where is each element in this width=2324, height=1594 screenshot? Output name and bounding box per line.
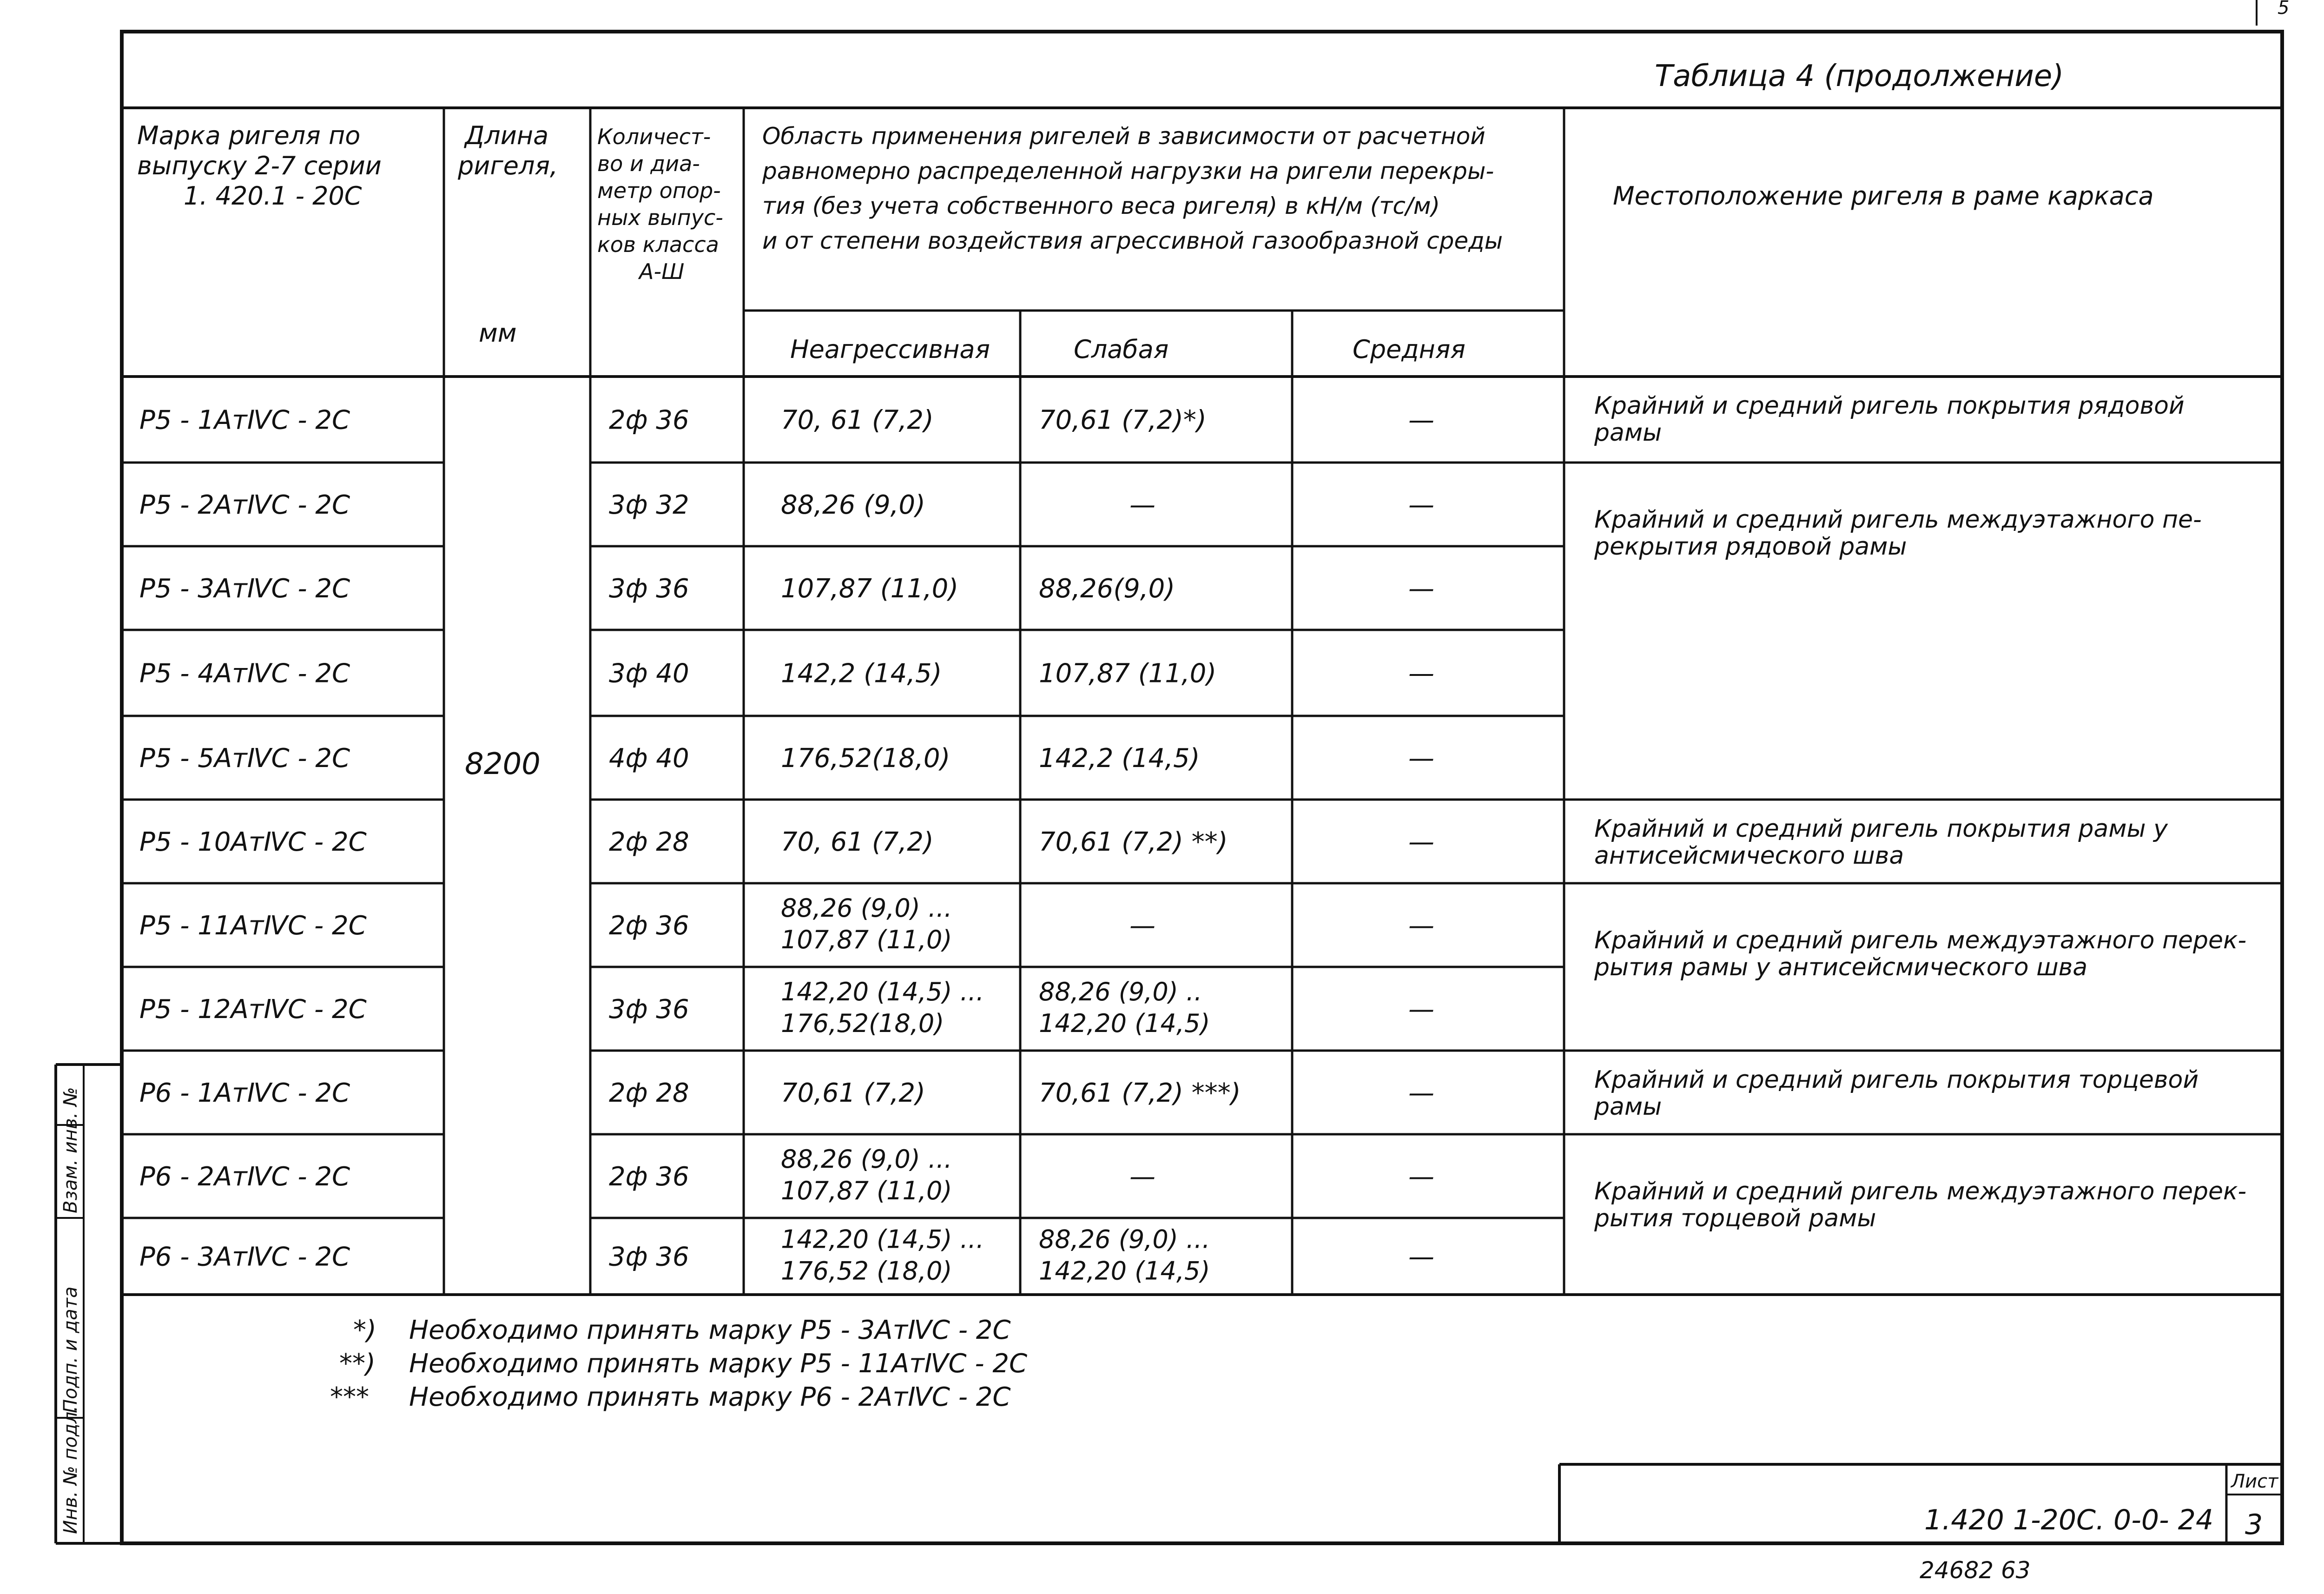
- row-mark: Р5 - 5АтⅣС - 2С: [139, 743, 350, 774]
- row-medium: —: [1408, 405, 1434, 436]
- row-weak: —: [1129, 911, 1155, 941]
- table-body: [139, 405, 1434, 1286]
- row-mark: Р6 - 1АтⅣС - 2С: [139, 1078, 350, 1108]
- header-application: [762, 123, 1503, 254]
- table-row: [139, 827, 1434, 857]
- header-mark-line: Марка ригеля по: [137, 121, 361, 150]
- corner-mark: 5: [2278, 0, 2290, 19]
- title-stamp: [1559, 1464, 2282, 1543]
- row-nonaggressive: 176,52(18,0): [781, 1009, 944, 1038]
- location-line: антисейсмического шва: [1594, 842, 1904, 870]
- location-cell: [1594, 815, 2168, 870]
- table-row: [139, 1144, 1434, 1205]
- header-location: Местоположение ригеля в раме каркаса: [1613, 181, 2154, 211]
- row-weak: 70,61 (7,2) ***): [1039, 1078, 1241, 1108]
- table-row: [139, 574, 1434, 604]
- row-nonaggressive: 107,87 (11,0): [781, 574, 959, 604]
- header-application-line: Область применения ригелей в зависимости от расчетной: [762, 123, 1486, 150]
- header-count-line: ных выпус-: [597, 205, 723, 230]
- location-cell: [1594, 392, 2185, 447]
- side-label-inv: Инв. № подл.: [60, 1406, 81, 1534]
- location-line: Крайний и средний ригель покрытия рамы у: [1594, 815, 2168, 843]
- row-mark: Р5 - 4АтⅣС - 2С: [139, 658, 350, 689]
- row-mark: Р5 - 10АтⅣС - 2С: [139, 827, 367, 857]
- location-line: рытия рамы у антисейсмического шва: [1594, 953, 2088, 981]
- row-medium: —: [1408, 743, 1434, 774]
- row-weak: 88,26 (9,0) ..: [1039, 977, 1202, 1006]
- row-medium: —: [1408, 490, 1434, 520]
- row-count: 2ф 36: [609, 1162, 689, 1192]
- location-cell: [1594, 926, 2246, 981]
- row-nonaggressive: 88,26 (9,0) ...: [781, 893, 952, 923]
- location-cells: [1594, 392, 2246, 1232]
- row-nonaggressive: 70,61 (7,2): [781, 1078, 925, 1108]
- table-row: [139, 743, 1434, 774]
- row-medium: —: [1408, 1162, 1434, 1192]
- row-mark: Р5 - 3АтⅣС - 2С: [139, 574, 350, 604]
- footnote-mark: *): [353, 1315, 376, 1345]
- table-row: [139, 659, 1434, 689]
- table-row: [139, 1225, 1434, 1286]
- stamp-doc-code: 1.420 1-20С. 0-0- 24: [1924, 1504, 2214, 1536]
- table-caption: Таблица 4 (продолжение): [1655, 59, 2064, 93]
- table-row: [139, 490, 1434, 520]
- row-mark: Р5 - 12АтⅣС - 2С: [139, 994, 367, 1025]
- header-count-line: ков класса: [597, 232, 719, 257]
- footnotes: [330, 1315, 1027, 1412]
- table-row: [139, 893, 1434, 954]
- row-nonaggressive: 88,26 (9,0): [781, 490, 925, 520]
- row-weak: —: [1129, 490, 1155, 520]
- row-nonaggressive: 70, 61 (7,2): [781, 405, 934, 436]
- row-count: 3ф 40: [609, 658, 689, 689]
- header-length: [457, 121, 558, 348]
- side-strip: [56, 1065, 122, 1543]
- location-line: Крайний и средний ригель междуэтажного пе-: [1594, 506, 2202, 534]
- table-row: [139, 1078, 1434, 1108]
- location-cell: [1594, 506, 2202, 561]
- row-nonaggressive: 176,52 (18,0): [781, 1256, 952, 1286]
- row-medium: —: [1408, 1242, 1434, 1272]
- footnote-mark: ***: [330, 1382, 369, 1412]
- row-medium: —: [1408, 658, 1434, 689]
- side-label-sign: Подп. и дата: [60, 1286, 81, 1413]
- stamp-sheet-label: Лист: [2231, 1471, 2278, 1492]
- row-weak: —: [1129, 1162, 1155, 1192]
- row-mark: Р5 - 1АтⅣС - 2С: [139, 405, 350, 436]
- header-count-line: во и диа-: [597, 151, 700, 176]
- row-weak: 88,26 (9,0) ...: [1039, 1224, 1210, 1254]
- header-mark: [137, 121, 382, 211]
- header-application-line: и от степени воздействия агрессивной газообразной среды: [762, 227, 1503, 254]
- header-count: [597, 124, 723, 284]
- row-mark: Р6 - 2АтⅣС - 2С: [139, 1162, 350, 1192]
- row-count: 2ф 36: [609, 405, 689, 436]
- row-count: 2ф 28: [609, 1078, 689, 1108]
- table-row: [139, 405, 1434, 436]
- header-application-line: тия (без учета собственного веса ригеля) в кН/м (тс/м): [762, 192, 1440, 219]
- row-weak: 70,61 (7,2) **): [1039, 827, 1228, 857]
- row-count: 3ф 36: [609, 994, 689, 1025]
- location-line: Крайний и средний ригель междуэтажного перек-: [1594, 1177, 2247, 1205]
- footnote-text: Необходимо принять марку Р6 - 2АтⅣС - 2С: [409, 1382, 1011, 1412]
- footnote: [330, 1382, 1010, 1412]
- row-weak: 70,61 (7,2)*): [1039, 405, 1207, 436]
- header-length-line: Длина: [465, 121, 549, 150]
- row-medium: —: [1408, 1078, 1434, 1108]
- row-nonaggressive: 142,20 (14,5) ...: [781, 977, 984, 1006]
- header-env-nonaggressive: Неагрессивная: [790, 335, 990, 364]
- footnote-text: Необходимо принять марку Р5 - 11АтⅣС - 2С: [409, 1349, 1028, 1379]
- table-grid: [122, 108, 2282, 1295]
- location-cell: [1594, 1066, 2199, 1121]
- location-line: рамы: [1594, 1093, 1662, 1121]
- row-count: 3ф 32: [609, 490, 689, 520]
- stamp-sheet-number: 3: [2245, 1508, 2263, 1541]
- row-medium: —: [1408, 911, 1434, 941]
- row-count: 2ф 28: [609, 827, 689, 857]
- location-line: рамы: [1594, 419, 1662, 447]
- row-mark: Р6 - 3АтⅣС - 2С: [139, 1242, 350, 1272]
- row-nonaggressive: 176,52(18,0): [781, 743, 951, 774]
- row-weak: 107,87 (11,0): [1039, 658, 1217, 689]
- row-weak: 88,26(9,0): [1039, 574, 1175, 604]
- footnote: [353, 1315, 1010, 1345]
- row-nonaggressive: 107,87 (11,0): [781, 925, 952, 954]
- location-line: рытия торцевой рамы: [1594, 1204, 1876, 1232]
- location-line: Крайний и средний ригель покрытия рядовой: [1594, 392, 2185, 420]
- shared-length: 8200: [465, 747, 541, 781]
- header-count-line: Количест-: [597, 124, 711, 149]
- row-count: 3ф 36: [609, 1242, 689, 1272]
- row-nonaggressive: 88,26 (9,0) ...: [781, 1144, 952, 1174]
- row-nonaggressive: 70, 61 (7,2): [781, 827, 934, 857]
- header-mark-line: 1. 420.1 - 20С: [184, 181, 362, 211]
- header-env-medium: Средняя: [1353, 335, 1466, 364]
- row-count: 3ф 36: [609, 574, 689, 604]
- header-env-weak: Слабая: [1074, 335, 1169, 364]
- row-weak: 142,20 (14,5): [1039, 1009, 1210, 1038]
- header-mark-line: выпуску 2-7 серии: [137, 151, 382, 180]
- location-cell: [1594, 1177, 2246, 1232]
- row-nonaggressive: 142,2 (14,5): [781, 658, 942, 689]
- row-count: 4ф 40: [609, 743, 689, 774]
- footnote-mark: **): [339, 1349, 376, 1379]
- footnote: [339, 1349, 1027, 1379]
- header-application-line: равномерно распределенной нагрузки на ригели перекры-: [762, 158, 1494, 185]
- row-mark: Р5 - 2АтⅣС - 2С: [139, 490, 350, 520]
- bottom-number: 24682 63: [1920, 1557, 2031, 1584]
- row-weak: 142,2 (14,5): [1039, 743, 1200, 774]
- row-weak: 142,20 (14,5): [1039, 1256, 1210, 1286]
- row-medium: —: [1408, 574, 1434, 604]
- footnote-text: Необходимо принять марку Р5 - 3АтⅣС - 2С: [409, 1315, 1011, 1345]
- location-line: Крайний и средний ригель междуэтажного перек-: [1594, 926, 2247, 954]
- row-nonaggressive: 142,20 (14,5) ...: [781, 1224, 984, 1254]
- row-nonaggressive: 107,87 (11,0): [781, 1176, 952, 1205]
- header-length-line: ригеля,: [458, 151, 558, 180]
- location-line: рекрытия рядовой рамы: [1594, 533, 1907, 561]
- side-label-replace: Взам. инв. №: [60, 1087, 81, 1213]
- location-line: Крайний и средний ригель покрытия торцевой: [1594, 1066, 2199, 1094]
- header-count-line: метр опор-: [597, 178, 721, 203]
- row-mark: Р5 - 11АтⅣС - 2С: [139, 911, 367, 941]
- row-medium: —: [1408, 994, 1434, 1025]
- row-medium: —: [1408, 827, 1434, 857]
- table-row: [139, 977, 1434, 1038]
- header-count-line: А-Ш: [639, 259, 685, 284]
- row-count: 2ф 36: [609, 911, 689, 941]
- header-length-unit: мм: [479, 318, 517, 348]
- location-lines: [1564, 463, 2282, 1134]
